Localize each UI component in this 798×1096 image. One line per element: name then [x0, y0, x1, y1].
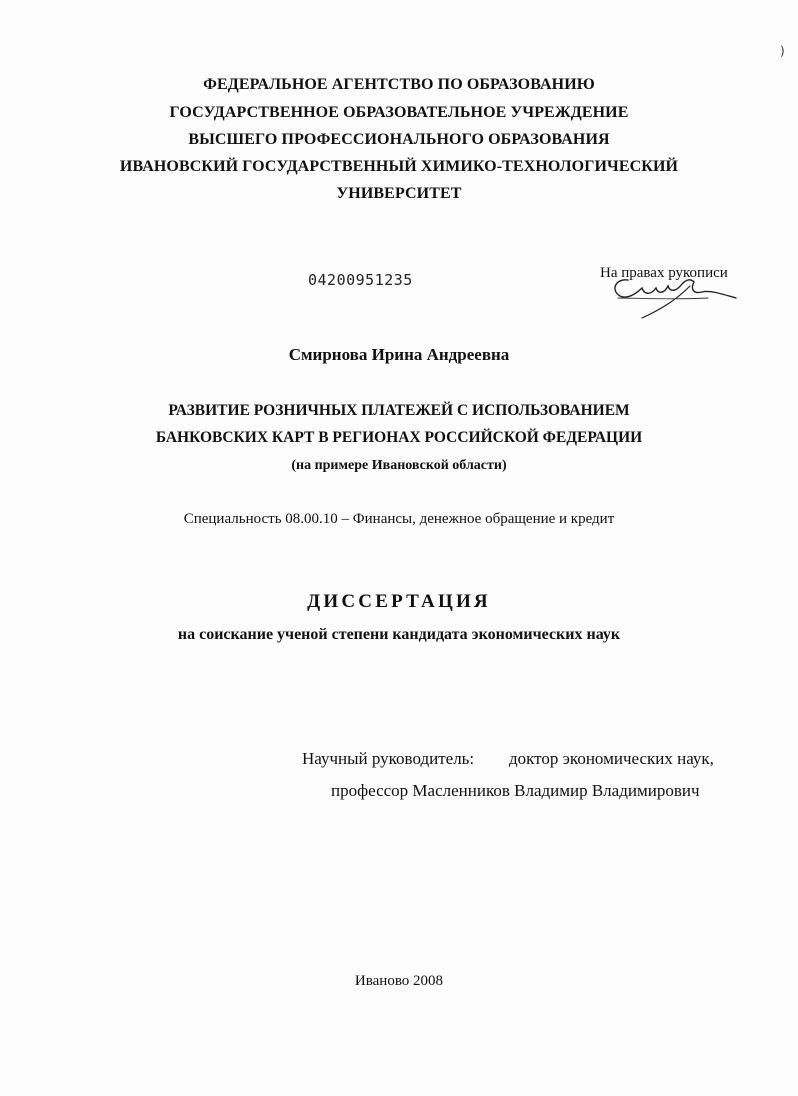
advisor-name: профессор Масленников Владимир Владимирович	[331, 781, 700, 800]
thesis-title-line-2: БАНКОВСКИХ КАРТ В РЕГИОНАХ РОССИЙСКОЙ ФЕДЕРАЦИИ	[155, 429, 643, 446]
author-name: Смирнова Ирина Андреевна	[288, 345, 510, 364]
catalog-code: 04200951235	[308, 271, 413, 289]
city-year: Иваново 2008	[354, 973, 444, 989]
specialty-line: Специальность 08.00.10 – Финансы, денежное обращение и кредит	[183, 511, 615, 527]
degree-line: на соискание ученой степени кандидата экономических наук	[177, 626, 621, 643]
advisor-label: Научный руководитель:	[302, 749, 475, 768]
institution-line-2: ГОСУДАРСТВЕННОЕ ОБРАЗОВАТЕЛЬНОЕ УЧРЕЖДЕНИЕ	[169, 104, 629, 121]
margin-mark: )	[780, 44, 785, 58]
thesis-title-line-1: РАЗВИТИЕ РОЗНИЧНЫХ ПЛАТЕЖЕЙ С ИСПОЛЬЗОВАНИЕМ	[168, 402, 630, 419]
rights-note: На правах рукописи	[600, 265, 728, 281]
institution-line-3: ВЫСШЕГО ПРОФЕССИОНАЛЬНОГО ОБРАЗОВАНИЯ	[188, 131, 610, 148]
document-type: ДИССЕРТАЦИЯ	[307, 591, 491, 612]
institution-line-1: ФЕДЕРАЛЬНОЕ АГЕНТСТВО ПО ОБРАЗОВАНИЮ	[203, 76, 595, 93]
institution-line-4: ИВАНОВСКИЙ ГОСУДАРСТВЕННЫЙ ХИМИКО-ТЕХНОЛОГИЧЕСКИЙ	[119, 158, 679, 175]
signature-icon	[598, 268, 738, 320]
thesis-subtitle: (на примере Ивановской области)	[291, 458, 507, 473]
advisor-degree: доктор экономических наук,	[509, 749, 714, 768]
institution-line-5: УНИВЕРСИТЕТ	[336, 185, 462, 202]
